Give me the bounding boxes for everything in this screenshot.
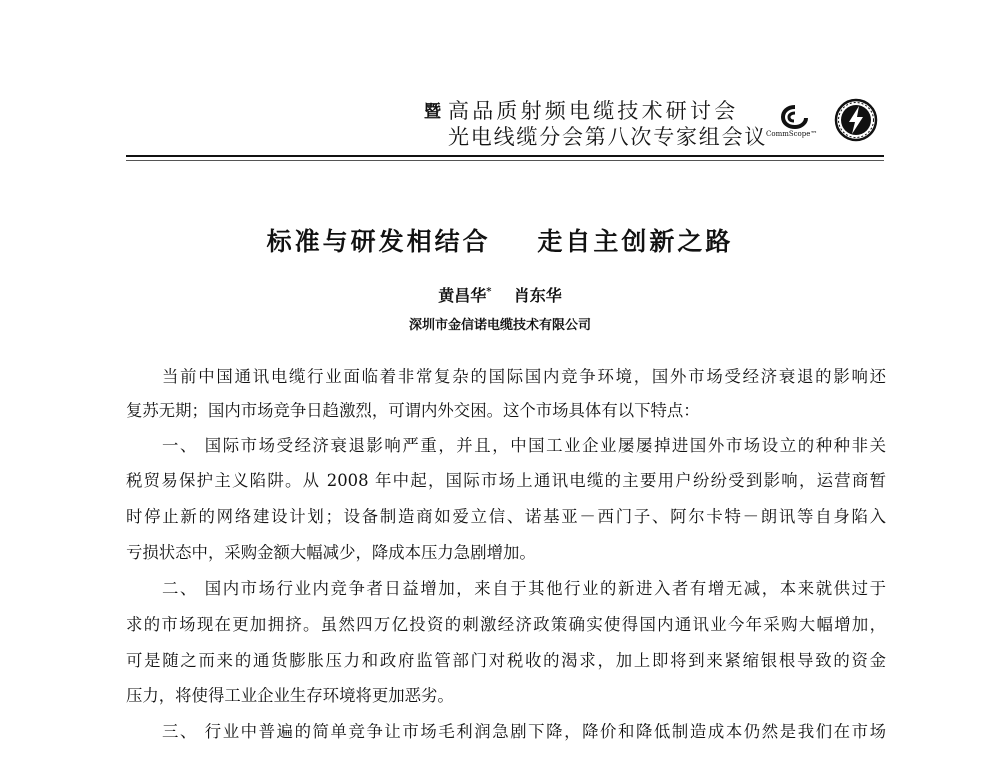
author-affiliation: 深圳市金信诺电缆技术有限公司 — [408, 318, 591, 333]
header-divider — [126, 155, 884, 157]
body-line: 亏损状态中，采购金额大幅减少，降成本压力急剧增加。 — [126, 543, 536, 562]
commscope-swirl-icon — [780, 104, 810, 130]
conference-joint-mark: 暨 — [424, 102, 441, 122]
body-line: 当前中国通讯电缆行业面临着非常复杂的国际国内竞争环境，国外市场受经济衰退的影响还 — [162, 367, 886, 386]
body-line: 一、 国际市场受经济衰退影响严重，并且，中国工业企业屡屡掉进国外市场设立的种种非关 — [162, 436, 886, 455]
commscope-logo — [766, 104, 824, 144]
body-line: 时停止新的网络建设计划；设备制造商如爱立信、诺基亚－西门子、阿尔卡特－朗讯等自身陷入 — [126, 507, 886, 526]
body-line: 求的市场现在更加拥挤。虽然四万亿投资的刺激经济政策确实使得国内通讯业今年采购大幅增加， — [126, 615, 886, 634]
conference-header — [420, 92, 890, 154]
body-line: 可是随之而来的通货膨胀压力和政府监管部门对税收的渴求，加上即将到来紧缩银根导致的资金 — [126, 651, 886, 670]
association-emblem-icon — [834, 98, 878, 142]
body-line: 二、 国内市场行业内竞争者日益增加，来自于其他行业的新进入者有增无减，本来就供过于 — [162, 579, 886, 598]
commscope-logo-text: CommScope™ — [766, 130, 818, 138]
body-line: 压力，将使得工业企业生存环境将更加恶劣。 — [126, 686, 454, 705]
body-line: 复苏无期；国内市场竞争日趋激烈，可谓内外交困。这个市场具体有以下特点： — [126, 401, 700, 420]
header-divider-thin — [126, 160, 884, 161]
body-line: 税贸易保护主义陷阱。从 2008 年中起，国际市场上通讯电缆的主要用户纷纷受到影响，运营商暂 — [126, 471, 886, 490]
conference-title-line-2: 光电线缆分会第八次专家组会议 — [448, 125, 768, 149]
paper-authors — [0, 283, 1000, 306]
author-1-mark: * — [486, 286, 492, 298]
body-line: 三、 行业中普遍的简单竞争让市场毛利润急剧下降，降价和降低制造成本仍然是我们在市场 — [162, 722, 886, 741]
author-1: 黄昌华 — [438, 286, 487, 305]
conference-title-line-1: 高品质射频电缆技术研讨会 — [448, 99, 739, 123]
author-2: 肖东华 — [513, 286, 562, 305]
paper-title: 标准与研发相结合 走自主创新之路 — [266, 227, 734, 256]
